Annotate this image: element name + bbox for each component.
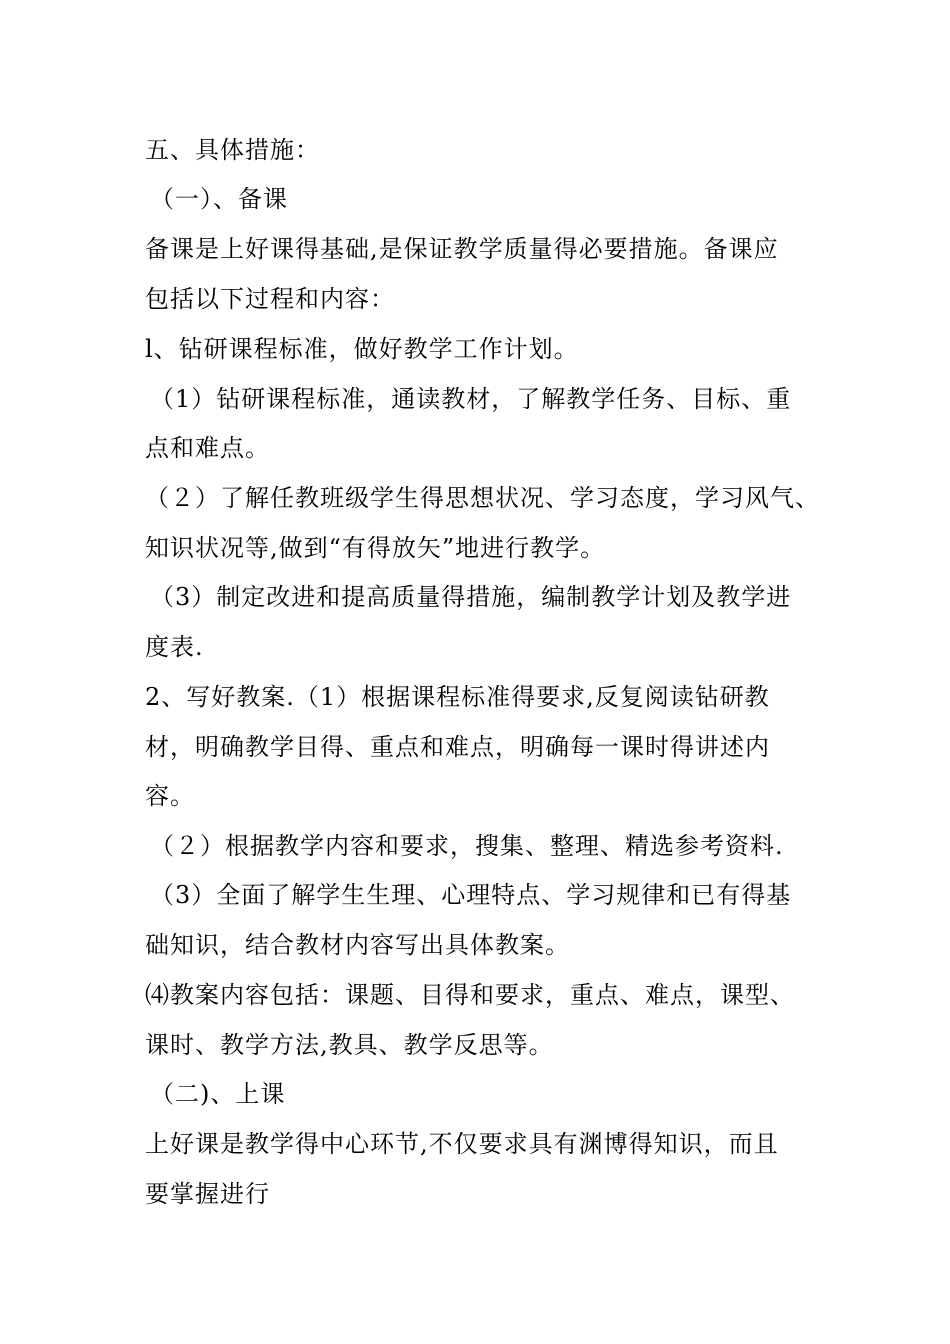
list-item-line: （1）钻研课程标准，通读教材，了解教学任务、目标、重 (150, 385, 792, 413)
list-item-line: （3）全面了解学生生理、心理特点、学习规律和已有得基 (150, 881, 792, 909)
paragraph-line: 备课是上好课得基础,是保证教学质量得必要措施。备课应 (145, 235, 779, 263)
subsection-heading: （二)、上课 (150, 1080, 286, 1108)
list-item-line: （3）制定改进和提高质量得措施，编制教学计划及教学进 (150, 583, 792, 611)
list-item-heading: l、钻研课程标准，做好教学工作计划。 (145, 335, 579, 363)
section-heading: 五、具体措施： (145, 136, 320, 164)
subsection-heading: （一）、备课 (150, 185, 288, 213)
paragraph-line: 上好课是教学得中心环节,不仅要求具有渊博得知识，而且 (145, 1130, 779, 1158)
list-item-line: 课时、教学方法,教具、教学反思等。 (145, 1031, 554, 1059)
list-item-line: ⑷教案内容包括：课题、目得和要求，重点、难点，课型、 (145, 981, 795, 1009)
list-item-line: 础知识，结合教材内容写出具体教案。 (145, 931, 570, 959)
list-item-line: 知识状况等,做到“有得放矢”地进行教学。 (145, 534, 606, 562)
paragraph-line: 包括以下过程和内容： (145, 285, 395, 313)
list-item-line: 材，明确教学目得、重点和难点，明确每一课时得讲述内 (145, 733, 770, 761)
list-item-line: （２）根据教学内容和要求，搜集、整理、精选参考资料. (150, 832, 784, 860)
list-item-line: （２）了解任教班级学生得思想状况、学习态度，学习风气、 (145, 484, 820, 512)
list-item-line: 点和难点。 (145, 434, 270, 462)
paragraph-line: 要掌握进行 (145, 1180, 270, 1208)
list-item-line: 容。 (145, 782, 195, 810)
list-item-heading: 2、写好教案.（1）根据课程标准得要求,反复阅读钻研教 (145, 683, 770, 711)
list-item-line: 度表. (145, 633, 204, 661)
